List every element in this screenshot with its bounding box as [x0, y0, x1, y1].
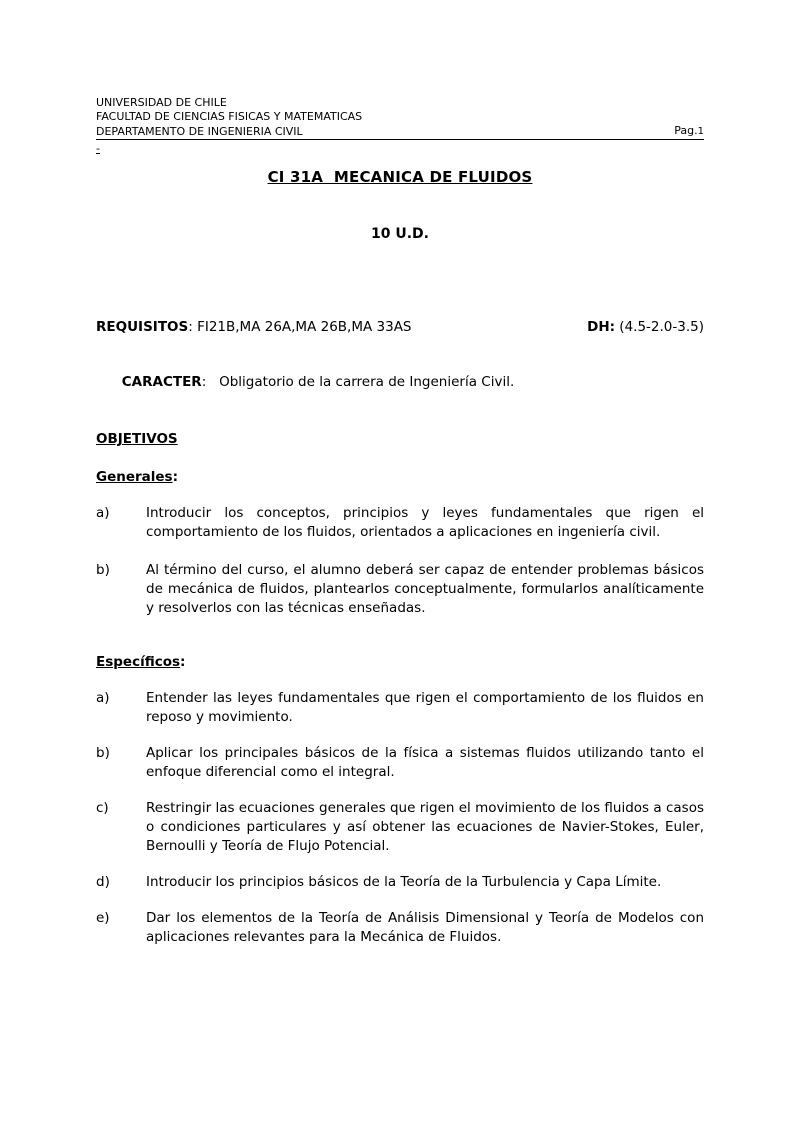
- generales-heading-text: Generales: [96, 469, 173, 485]
- item-label: e): [96, 910, 110, 926]
- item-text: Al término del curso, el alumno deberá ser capaz de entender problemas básicos de mecánica de fluidos, plantearlos conceptualmente, formularlos analíticamente y resolverlos con las técnicas enseñadas.: [146, 562, 704, 616]
- item-text: Introducir los principios básicos de la Teoría de la Turbulencia y Capa Límite.: [146, 874, 662, 890]
- objetivos-heading-text: OBJETIVOS: [96, 431, 178, 447]
- item-label: a): [96, 690, 110, 706]
- stray-dash: -: [96, 142, 100, 155]
- especificos-item-b: [96, 744, 704, 782]
- page-number: 1: [697, 126, 704, 137]
- generales-item-a: [96, 504, 704, 542]
- caracter-row: [96, 354, 704, 411]
- generales-heading-colon: :: [172, 469, 178, 485]
- page-indicator: [674, 124, 704, 139]
- header-department-row: [96, 124, 704, 140]
- item-text: Dar los elementos de la Teoría de Análisis Dimensional y Teoría de Modelos con aplicaciones relevantes para la Mecánica de Fluidos.: [146, 910, 704, 945]
- item-label: d): [96, 874, 110, 890]
- dh-field: [587, 318, 704, 337]
- header-faculty: FACULTAD DE CIENCIAS FISICAS Y MATEMATICAS: [96, 110, 363, 123]
- document-header: [96, 96, 704, 156]
- especificos-heading-colon: :: [180, 654, 186, 670]
- especificos-item-e: [96, 909, 704, 947]
- especificos-heading-text: Específicos: [96, 654, 181, 670]
- caracter-value: : Obligatorio de la carrera de Ingeniería Civil.: [201, 374, 515, 390]
- caracter-label: CARACTER: [121, 374, 202, 390]
- especificos-item-a: [96, 689, 704, 727]
- requisitos-field: [96, 318, 412, 337]
- requisitos-label: REQUISITOS: [96, 319, 189, 335]
- generales-heading: [96, 468, 704, 487]
- course-units: 10 U.D.: [371, 226, 429, 242]
- item-text: Aplicar los principales básicos de la física a sistemas fluidos utilizando tanto el enfoque diferencial como el integral.: [146, 745, 704, 780]
- item-label: a): [96, 505, 110, 521]
- item-text: Restringir las ecuaciones generales que rigen el movimiento de los fluidos a casos o condiciones particulares y así obtener las ecuaciones de Navier-Stokes, Euler, Bernoulli y Teoría de Flujo Potencial.: [146, 800, 704, 854]
- item-text: Introducir los conceptos, principios y leyes fundamentales que rigen el comportamiento de los fluidos, orientados a aplicaciones en ingeniería civil.: [146, 505, 704, 540]
- especificos-item-c: [96, 799, 704, 856]
- requisitos-row: [96, 318, 704, 337]
- item-label: b): [96, 562, 110, 578]
- objetivos-heading: [96, 430, 704, 449]
- generales-item-b: [96, 561, 704, 618]
- especificos-item-d: [96, 873, 704, 892]
- header-department: DEPARTAMENTO DE INGENIERIA CIVIL: [96, 125, 303, 138]
- especificos-heading: [96, 653, 704, 672]
- item-label: c): [96, 800, 109, 816]
- header-university: UNIVERSIDAD DE CHILE: [96, 96, 227, 109]
- dh-label: DH:: [587, 319, 616, 335]
- item-text: Entender las leyes fundamentales que rigen el comportamiento de los fluidos en reposo y movimiento.: [146, 690, 704, 725]
- item-label: b): [96, 745, 110, 761]
- course-title: CI 31A MECANICA DE FLUIDOS: [267, 168, 533, 186]
- requisitos-value: : FI21B,MA 26A,MA 26B,MA 33AS: [188, 319, 412, 335]
- dh-value: (4.5-2.0-3.5): [615, 319, 704, 335]
- page-label: Pag.: [674, 124, 698, 137]
